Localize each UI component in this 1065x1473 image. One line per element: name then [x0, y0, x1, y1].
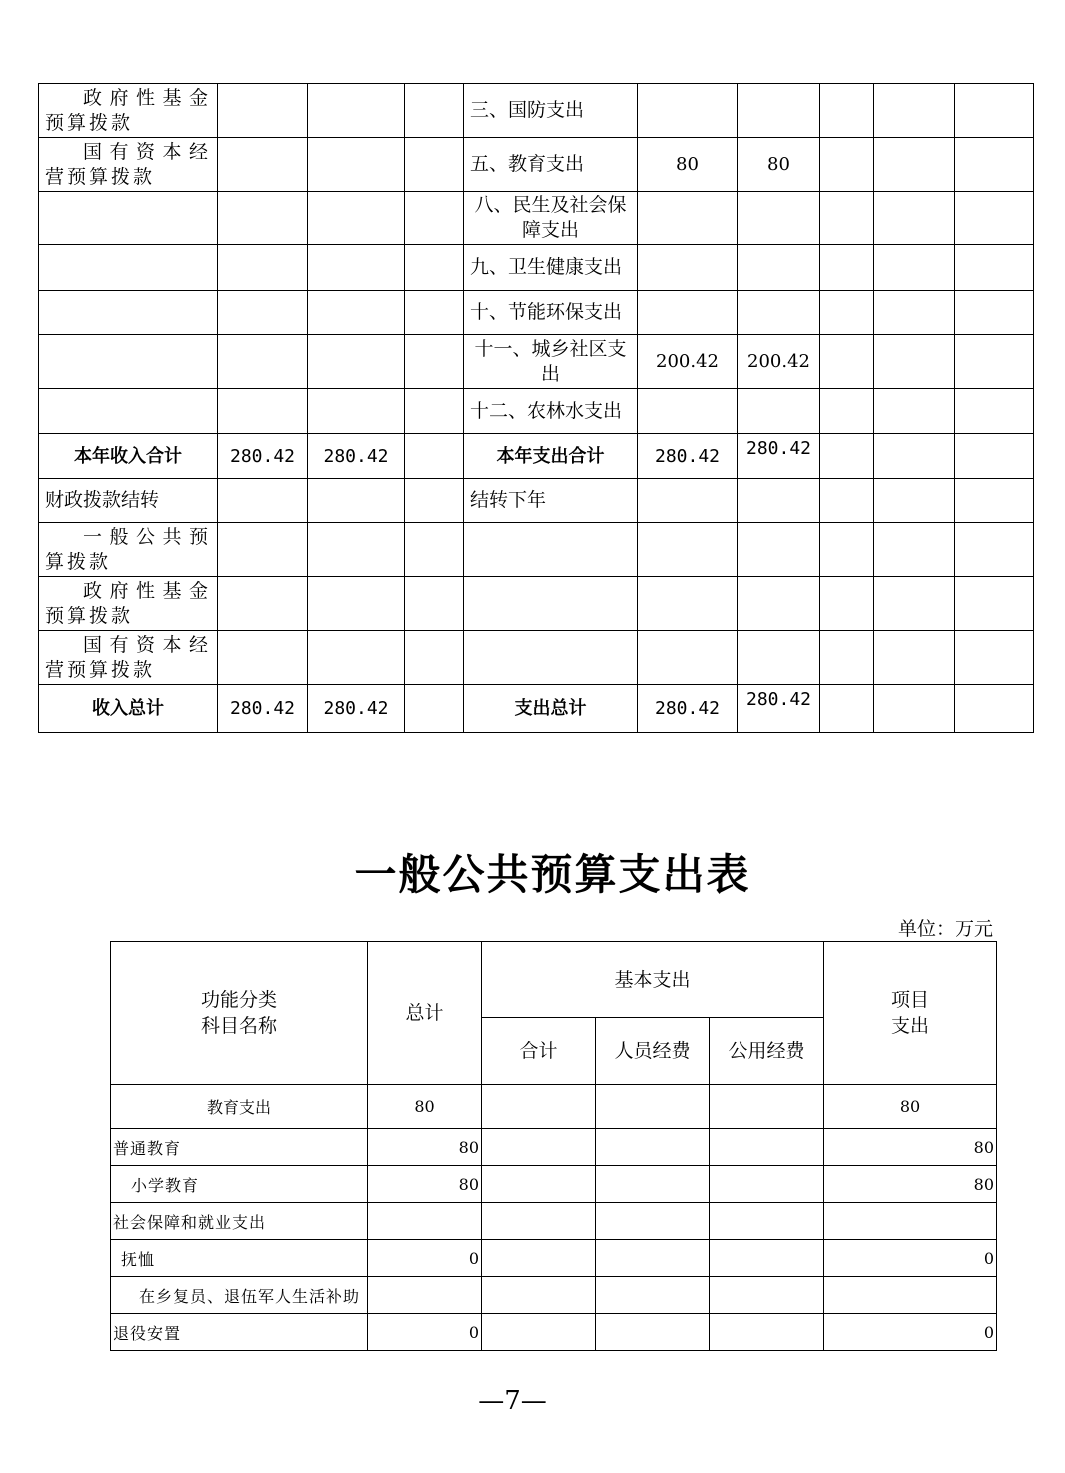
unit-label: 单位：万元	[897, 918, 993, 940]
expense-cell: 十一、城乡社区支出	[464, 335, 638, 389]
value-cell: 280.42	[308, 434, 405, 479]
subject-name: 在乡复员、退伍军人生活补助	[111, 1277, 368, 1314]
subject-name: 小学教育	[111, 1166, 368, 1203]
page-title: 一般公共预算支出表	[354, 850, 751, 899]
page-number: —7—	[478, 1386, 547, 1416]
value-cell: 200.42	[638, 335, 738, 389]
table-row	[39, 523, 1034, 577]
table-row	[39, 335, 1034, 389]
subject-name: 退役安置	[111, 1314, 368, 1351]
table-row	[39, 631, 1034, 685]
subject-header: 功能分类 科目名称	[111, 942, 368, 1085]
table-row	[111, 1085, 997, 1129]
income-cell: 一般公共预算拨款	[39, 523, 218, 577]
expense-cell: 九、卫生健康支出	[464, 245, 638, 291]
income-cell: 财政拨款结转	[39, 479, 218, 523]
table-row	[39, 685, 1034, 733]
value-cell: 280.42	[738, 685, 820, 733]
project-value: 80	[824, 1166, 997, 1203]
total-value: 0	[368, 1240, 482, 1277]
total-value	[368, 1277, 482, 1314]
expense-cell: 三、国防支出	[464, 84, 638, 138]
basic-expense-header: 基本支出	[482, 942, 824, 1018]
table-row	[39, 84, 1034, 138]
income-expense-table	[38, 83, 1034, 733]
expense-total-label: 支出总计	[464, 685, 638, 733]
project-expense-header: 项目 支出	[824, 942, 997, 1085]
table-row	[39, 245, 1034, 291]
expense-cell: 十、节能环保支出	[464, 291, 638, 335]
project-value	[824, 1277, 997, 1314]
table-row	[39, 577, 1034, 631]
total-value: 80	[368, 1085, 482, 1129]
table-row	[39, 389, 1034, 434]
table-row	[111, 1203, 997, 1240]
table-row	[111, 1314, 997, 1351]
table-row	[39, 291, 1034, 335]
table-header-row	[111, 942, 997, 1018]
table-row	[111, 1277, 997, 1314]
table-row	[39, 192, 1034, 245]
table-row	[111, 1240, 997, 1277]
table-row	[39, 434, 1034, 479]
income-subtotal-label: 本年收入合计	[39, 434, 218, 479]
value-cell: 200.42	[738, 335, 820, 389]
expense-subtotal-label: 本年支出合计	[464, 434, 638, 479]
total-header: 总计	[368, 942, 482, 1085]
public-header: 公用经费	[710, 1018, 824, 1085]
expense-cell: 结转下年	[464, 479, 638, 523]
income-cell: 国有资本经营预算拨款	[39, 631, 218, 685]
value-cell: 280.42	[218, 434, 308, 479]
table-row	[39, 138, 1034, 192]
subject-name: 教育支出	[111, 1085, 368, 1129]
total-value: 80	[368, 1166, 482, 1203]
personnel-header: 人员经费	[596, 1018, 710, 1085]
project-value: 80	[824, 1129, 997, 1166]
subject-name: 社会保障和就业支出	[111, 1203, 368, 1240]
value-cell: 80	[738, 138, 820, 192]
value-cell: 280.42	[218, 685, 308, 733]
general-public-budget-expense-table	[110, 941, 997, 1351]
value-cell: 280.42	[738, 434, 820, 479]
table-row	[39, 479, 1034, 523]
income-cell: 政府性基金预算拨款	[39, 577, 218, 631]
value-cell: 280.42	[308, 685, 405, 733]
table-row	[111, 1166, 997, 1203]
table-row	[111, 1129, 997, 1166]
project-value	[824, 1203, 997, 1240]
sum-header: 合计	[482, 1018, 596, 1085]
expense-cell: 八、民生及社会保障支出	[464, 192, 638, 245]
total-value: 0	[368, 1314, 482, 1351]
total-value	[368, 1203, 482, 1240]
total-value: 80	[368, 1129, 482, 1166]
expense-cell: 十二、农林水支出	[464, 389, 638, 434]
project-value: 0	[824, 1240, 997, 1277]
subject-name: 普通教育	[111, 1129, 368, 1166]
subject-name: 抚恤	[111, 1240, 368, 1277]
income-cell: 国有资本经营预算拨款	[39, 138, 218, 192]
income-cell: 政府性基金预算拨款	[39, 84, 218, 138]
expense-cell: 五、教育支出	[464, 138, 638, 192]
project-value: 80	[824, 1085, 997, 1129]
value-cell: 80	[638, 138, 738, 192]
value-cell: 280.42	[638, 434, 738, 479]
project-value: 0	[824, 1314, 997, 1351]
income-total-label: 收入总计	[39, 685, 218, 733]
value-cell: 280.42	[638, 685, 738, 733]
